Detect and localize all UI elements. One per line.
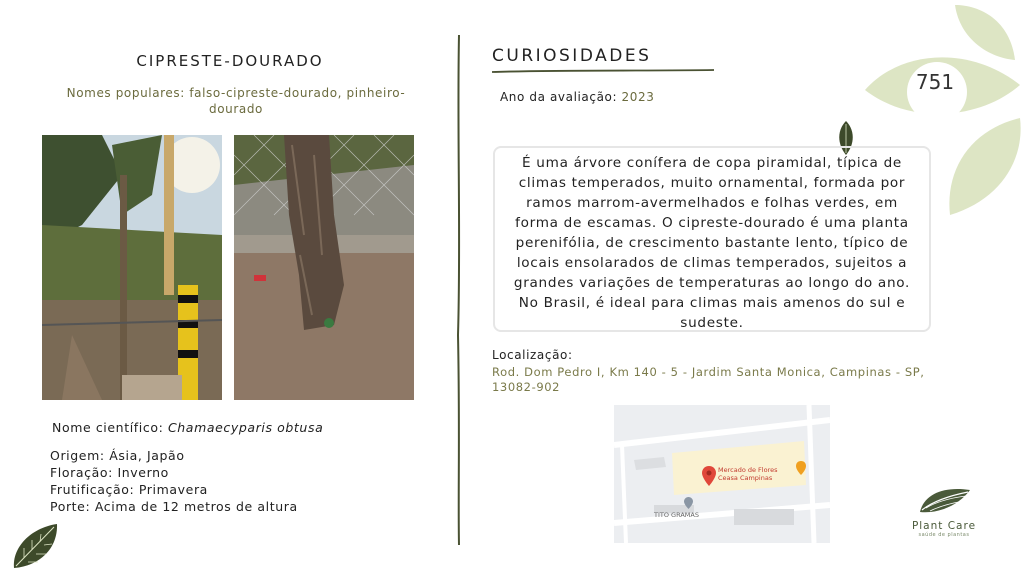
section-title: CURIOSIDADES xyxy=(492,46,652,66)
map-other-label: TITO GRAMAS xyxy=(654,511,699,519)
tree-photo-2 xyxy=(234,135,414,400)
fact-flowering: Floração: Inverno xyxy=(50,465,169,480)
page-title: CIPRESTE-DOURADO xyxy=(136,52,324,70)
plant-care-logo xyxy=(904,484,984,538)
badge-number: 751 xyxy=(915,70,955,94)
plant-care-logo-icon xyxy=(916,484,972,516)
location-map[interactable] xyxy=(614,405,830,543)
facts-list xyxy=(50,447,298,515)
column-divider xyxy=(456,35,462,545)
map-pin-icon xyxy=(702,466,716,486)
location-label: Localização: xyxy=(492,348,573,362)
location-address: Rod. Dom Pedro I, Km 140 - 5 - Jardim Santa Monica, Campinas - SP, 13082-902 xyxy=(492,365,925,394)
fact-origin: Origem: Ásia, Japão xyxy=(50,448,185,463)
popular-names: Nomes populares: falso-cipreste-dourado, pinheiro-dourado xyxy=(66,86,406,116)
tree-photo-1 xyxy=(42,135,222,400)
logo-name: Plant Care xyxy=(911,520,977,532)
map-pin-icon xyxy=(684,497,693,509)
map-place-label: Mercado de Flores Ceasa Campinas xyxy=(718,466,778,482)
description-box: É uma árvore conífera de copa piramidal, típica de climas temperados, muito ornamental, formada por ramos marrom-avermelhados e folhas verdes, em forma de escamas. O cipreste-dourado é uma planta perenifólia, de crescimento bastante lento, típico de locais ensolarados de climas temperados, sujeitos a grandes variações de temperaturas ao longo do ano. No Brasil, é ideal para climas mais amenos do sul e sudeste. xyxy=(493,146,931,332)
evaluation-year: Ano da avaliação: 2023 xyxy=(500,90,655,104)
food-pin-icon xyxy=(796,461,806,475)
fact-fruiting: Frutificação: Primavera xyxy=(50,482,208,497)
logo-subtitle: saúde de plantas xyxy=(918,532,970,538)
fact-size: Porte: Acima de 12 metros de altura xyxy=(50,499,298,514)
scientific-name: Nome científico: Chamaecyparis obtusa xyxy=(52,420,324,435)
title-underline xyxy=(492,68,714,74)
leaf-icon xyxy=(10,522,60,570)
